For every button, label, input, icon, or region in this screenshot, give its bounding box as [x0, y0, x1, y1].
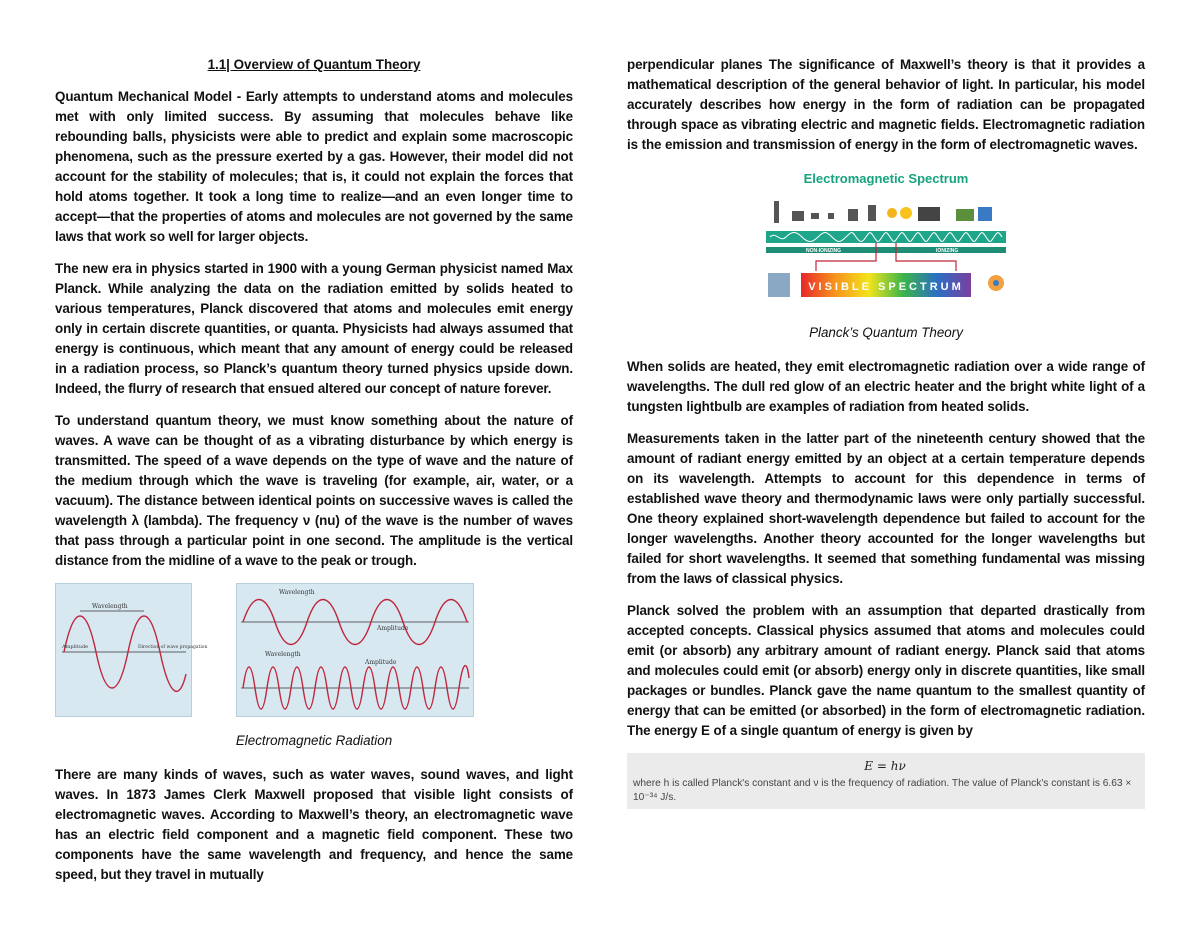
left-column	[55, 55, 573, 897]
paragraph-measurements: Measurements taken in the latter part of the nineteenth century showed that the amount of radiant energy emitted by an object at a certain temperature depends on its wavelength. Attempts to account for this dependence in terms of established wave theory and thermodynamic laws were only partially successful. One theory explained short-wavelength dependence but failed to account for the longer wavelengths. Another theory accounted for the longer wavelengths but failed for short wavelengths. It seemed that something fundamental was missing from the laws of classical physics.	[627, 431, 1145, 586]
figure-caption-planck: Planck’s Quantum Theory	[809, 325, 963, 340]
planck-equation: E = hν	[864, 759, 906, 773]
ionizing-label: IONIZING	[936, 248, 959, 254]
section-title: 1.1| Overview of Quantum Theory	[207, 57, 421, 72]
planck-formula-box	[627, 753, 1145, 809]
electromagnetic-spectrum-figure	[756, 169, 1016, 307]
amplitude-label-a: Amplitude	[62, 644, 89, 650]
visible-spectrum-label: VISIBLE SPECTRUM	[808, 281, 964, 293]
right-column	[627, 55, 1145, 809]
wavelength-label-a: Wavelength	[92, 603, 128, 610]
paragraph-maxwell: There are many kinds of waves, such as water waves, sound waves, and light waves. In 1873 James Clerk Maxwell proposed that visible light consists of electromagnetic waves. According to Maxwell’s theory, an electromagnetic wave has an electric field component and a magnetic field component. These two components have the same wavelength and frequency, and hence the same speed, but they travel in mutually	[55, 767, 573, 882]
device-icons	[774, 201, 992, 223]
paragraph-maxwell-continued: perpendicular planes The significance of Maxwell’s theory is that it provides a mathematical description of the general behavior of light. In particular, his model accurately describes how energy in the form of radiation can be propagated through space as vibrating electric and magnetic fields. Electromagnetic radiation is the emission and transmission of energy in the form of electromagnetic waves.	[627, 57, 1145, 152]
wave-figures	[55, 583, 573, 721]
figure-caption-em-radiation: Electromagnetic Radiation	[235, 733, 393, 748]
planck-constant-note: where h is called Planck's constant and ν is the frequency of radiation. The value of Planck's constant is 6.63 × 10⁻³⁴ J/s.	[633, 778, 1132, 803]
paragraph-quantum-model: Quantum Mechanical Model - Early attempts to understand atoms and molecules met with only limited success. By assuming that molecules behave like rebounding balls, physicists were able to predict and explain some macroscopic phenomena, such as the pressure exerted by a gas. However, their model did not account for the stability of molecules; that is, it could not explain the forces that hold atoms together. It took a long time to realize—and an even longer time to accept—that the properties of atoms and molecules are not governed by the same laws that work so well for larger objects.	[55, 89, 573, 244]
paragraph-waves: To understand quantum theory, we must know something about the nature of waves. A wave can be thought of as a vibrating disturbance by which energy is transmitted. The speed of a wave depends on the type of wave and the nature of the medium through which the wave is traveling (for example, air, water, or a vacuum). The distance between identical points on successive waves is called the wavelength λ (lambda). The frequency ν (nu) of the wave is the number of waves that pass through a particular point in one second. The amplitude is the vertical distance from the midline of a wave to the peak or trough.	[55, 413, 573, 568]
amplitude-label-b: Amplitude	[377, 625, 409, 632]
wave-diagram-double	[236, 583, 474, 717]
direction-label: Direction of wave propagation	[138, 645, 208, 650]
spectrum-title: Electromagnetic Spectrum	[803, 171, 969, 186]
wavelength-label-c: Wavelength	[265, 651, 301, 658]
paragraph-new-era: The new era in physics started in 1900 with a young German physicist named Max Planck. While analyzing the data on the radiation emitted by solids heated to various temperatures, Planck discovered that atoms and molecules emit energy only in certain discrete quantities, or quanta. Physicists had always assumed that energy is continuous, which meant that any amount of energy could be released in a radiation process, so Planck’s quantum theory turned physics upside down. Indeed, the flurry of research that ensued altered our concept of nature forever.	[55, 261, 573, 396]
non-ionizing-label: NON-IONIZING	[806, 248, 841, 254]
amplitude-label-c: Amplitude	[365, 659, 397, 666]
wavelength-label-b: Wavelength	[279, 589, 315, 596]
wave-diagram-single	[55, 583, 208, 717]
paragraph-planck-solution: Planck solved the problem with an assumption that departed drastically from accepted concepts. Classical physics assumed that atoms and molecules could emit (or absorb) any arbitrary amount of radiant energy. Planck said that atoms and molecules could emit (or absorb) energy only in discrete quantities, like small packages or bundles. Planck gave the name quantum to the smallest quantity of energy that can be emitted (or absorbed) in the form of electromagnetic radiation. The energy E of a single quantum of energy is given by	[627, 603, 1145, 738]
paragraph-heated-solids: When solids are heated, they emit electromagnetic radiation over a wide range of wavelengths. The dull red glow of an electric heater and the bright white light of a tungsten lightbulb are examples of radiation from heated solids.	[627, 359, 1145, 414]
